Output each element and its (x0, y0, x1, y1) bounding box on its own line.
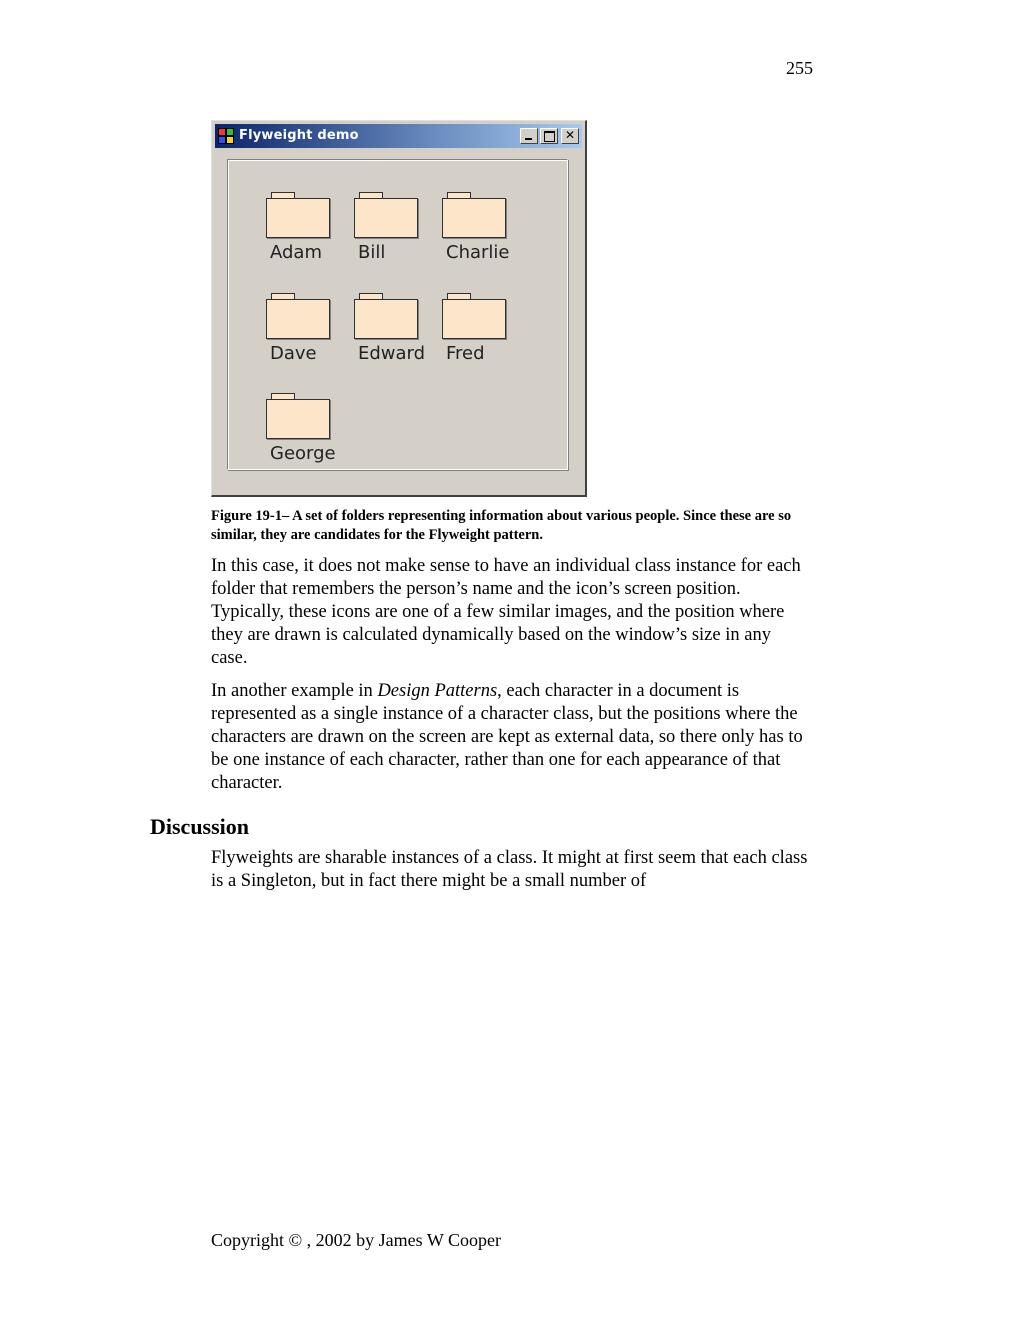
folder-icon (442, 293, 506, 339)
copyright-footer: Copyright © , 2002 by James W Cooper (211, 1230, 501, 1250)
folder-item[interactable] (266, 393, 342, 473)
flyweight-demo-window (211, 120, 587, 497)
folder-item[interactable] (354, 192, 430, 272)
folder-icon (354, 192, 418, 238)
body-paragraph: Flyweights are sharable instances of a class. It might at first seem that each class is a Singleton, but in fact there might be a small number of (211, 848, 808, 891)
folder-label: Charlie (446, 242, 510, 263)
folder-icon (442, 192, 506, 238)
window-title: Flyweight demo (239, 128, 359, 143)
minimize-button[interactable] (520, 128, 538, 144)
folder-item[interactable] (266, 293, 342, 373)
folder-icon (266, 293, 330, 339)
page-number: 255 (786, 58, 813, 78)
window-titlebar[interactable] (215, 124, 582, 148)
app-icon (218, 128, 234, 144)
body-paragraph: In this case, it does not make sense to have an individual class instance for each folder that remembers the person’s name and the icon’s screen position. Typically, these icons are one of a few similar images, and the position where they are drawn is calculated dynamically based on the window’s size in any case. (211, 556, 801, 668)
folder-label: George (270, 443, 336, 464)
folder-icon (266, 192, 330, 238)
folder-label: Fred (446, 343, 485, 364)
folder-item[interactable] (442, 192, 518, 272)
folder-item[interactable] (442, 293, 518, 373)
folder-label: Bill (358, 242, 386, 263)
folder-icon (266, 393, 330, 439)
close-button[interactable]: ✕ (561, 128, 579, 144)
folder-item[interactable] (354, 293, 430, 373)
paragraph-text: In another example in (211, 681, 378, 701)
folder-label: Edward (358, 343, 426, 364)
paragraph-text: , each character in a document is represented as a single instance of a character class, but the positions where the characters are drawn on the screen are kept as external data, so there only has to be one instance of each character, rather than one for each appearance of that character. (211, 681, 803, 793)
folder-group-box (227, 159, 568, 470)
section-heading: Discussion (150, 814, 250, 839)
maximize-button[interactable] (540, 128, 558, 144)
figure-caption: Figure 19-1– A set of folders representing information about various people. Since these are so similar, they are candidates for the Flyweight pattern. (211, 508, 792, 543)
folder-icon (354, 293, 418, 339)
folder-item[interactable] (266, 192, 342, 272)
book-title: Design Patterns (377, 681, 498, 701)
body-paragraph (211, 680, 811, 795)
folder-label: Adam (270, 242, 322, 263)
folder-label: Dave (270, 343, 317, 364)
